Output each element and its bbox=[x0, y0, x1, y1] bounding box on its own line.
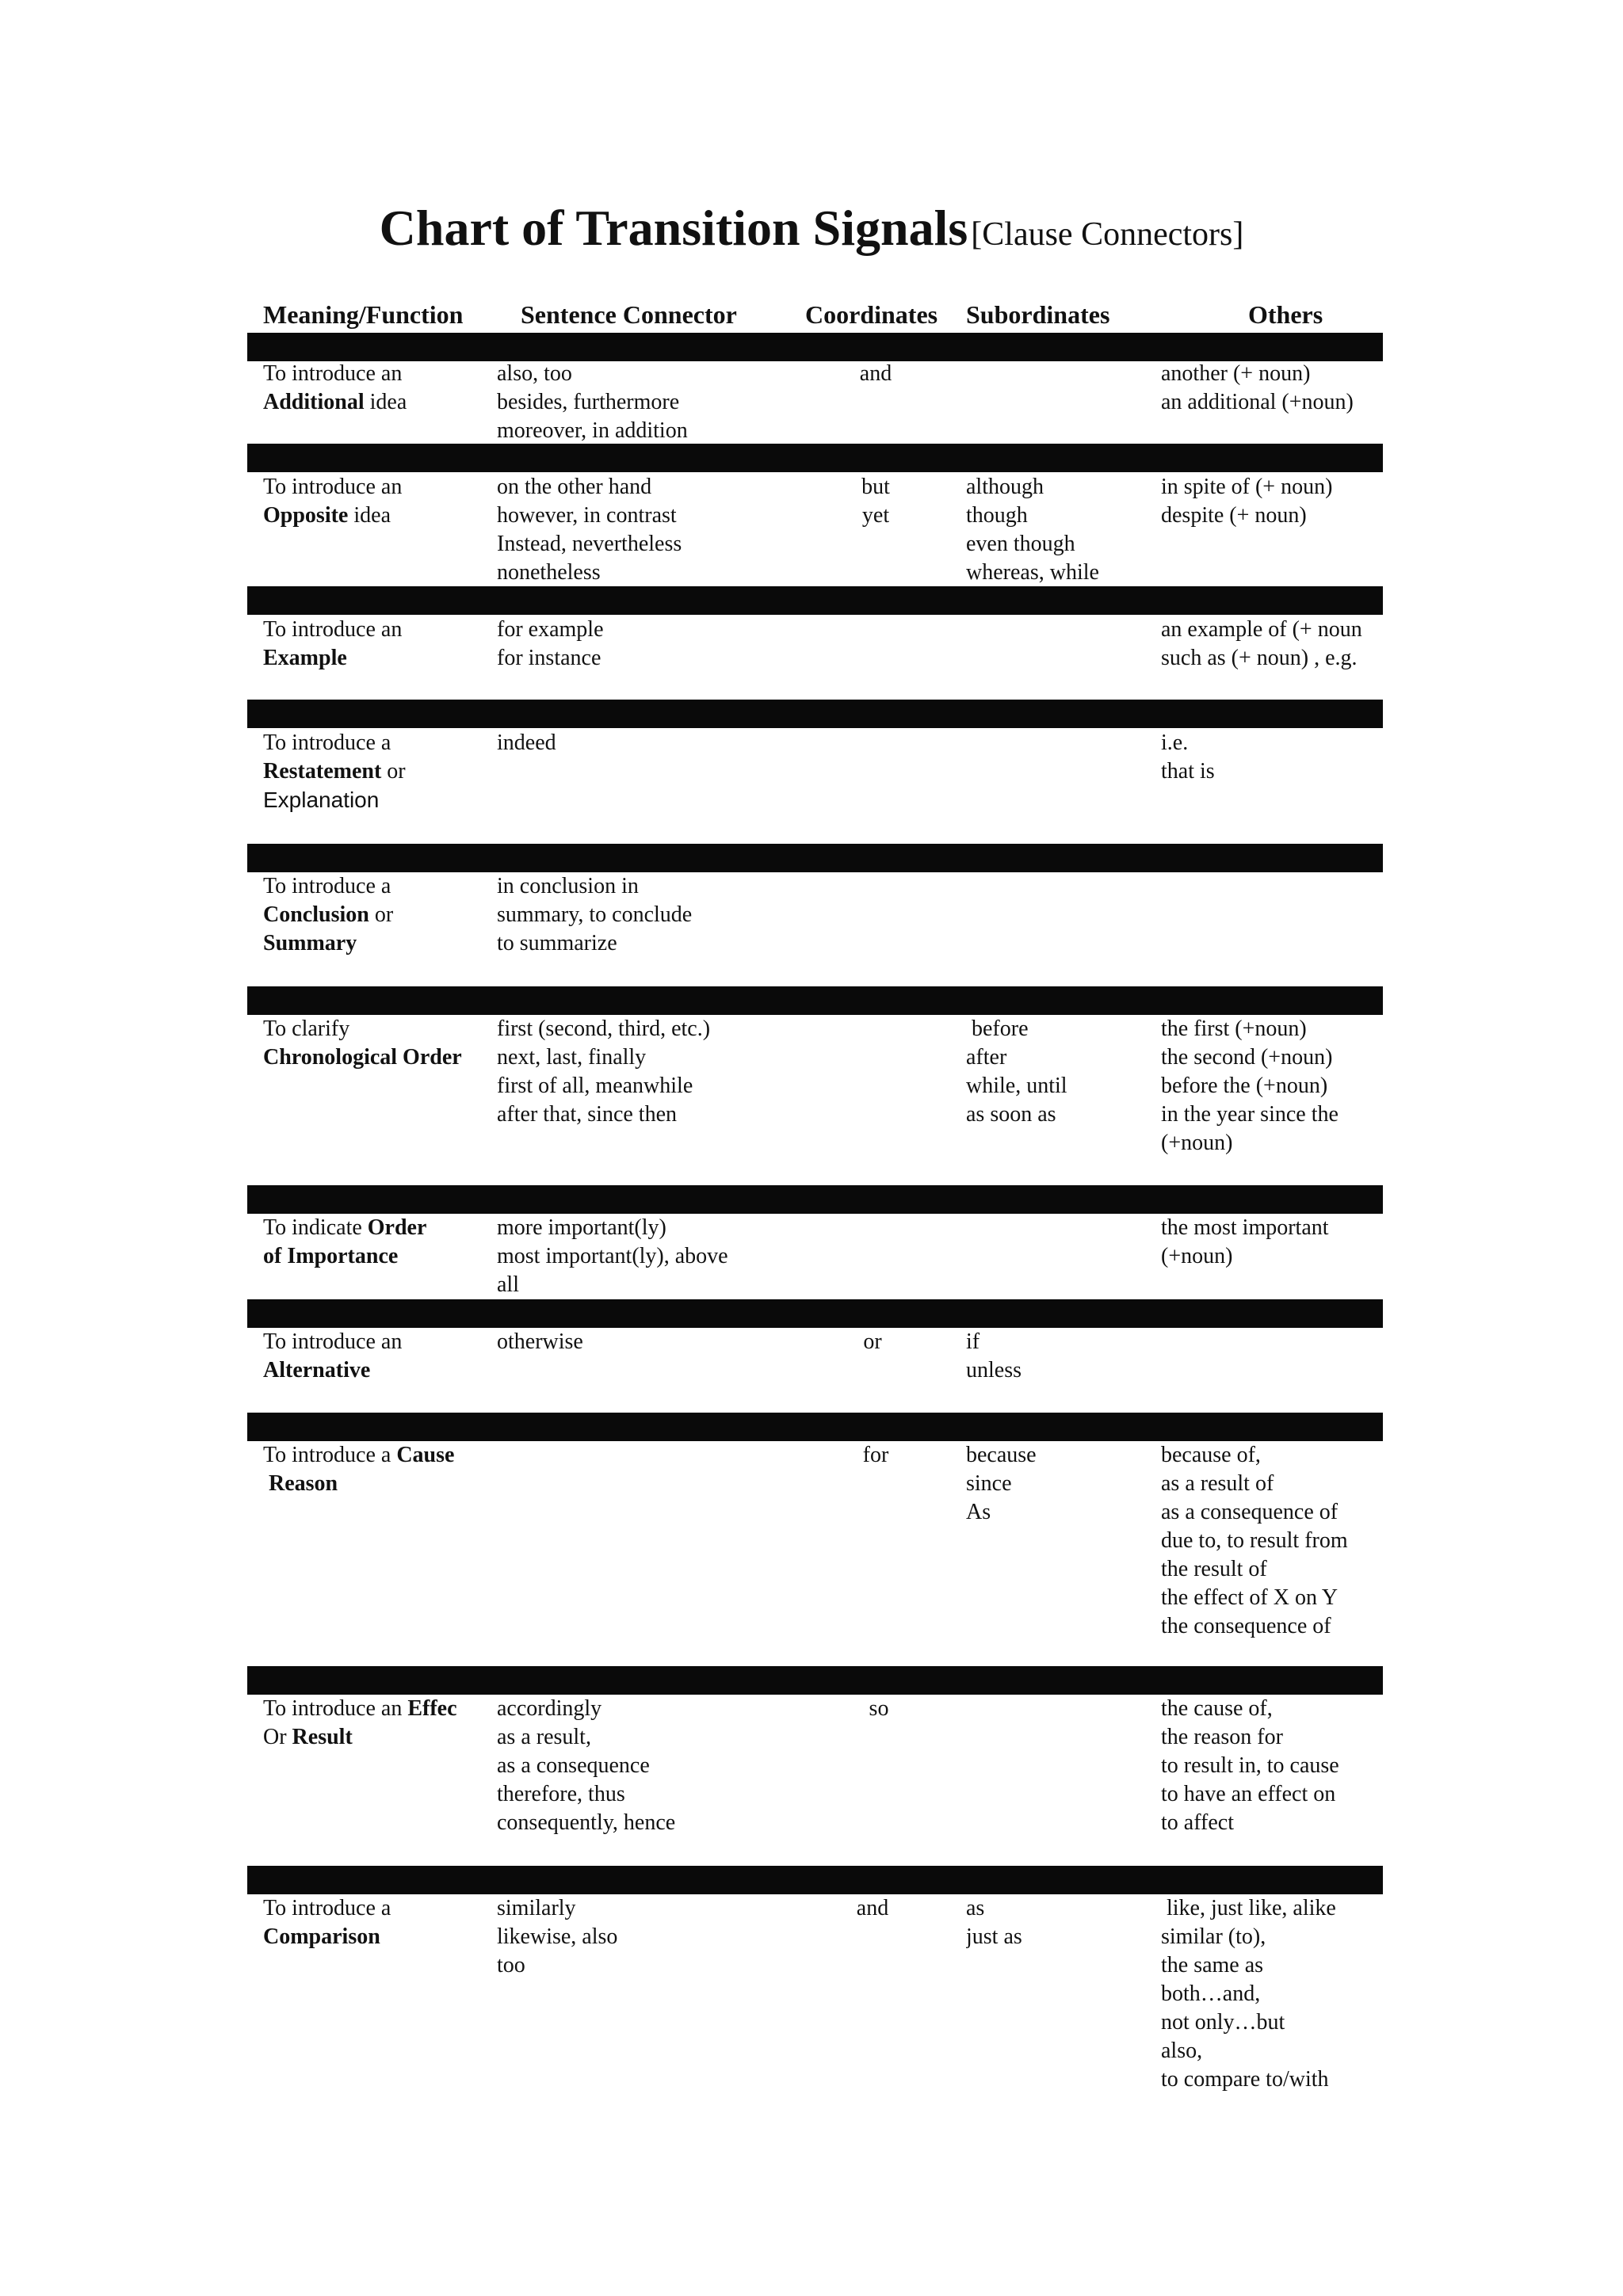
meaning-line bbox=[263, 1015, 501, 1043]
meaning-line bbox=[263, 360, 501, 388]
header-subordinates: Subordinates bbox=[966, 300, 1110, 329]
meaning-line bbox=[263, 729, 501, 757]
sentence-connector-item: all bbox=[497, 1272, 519, 1297]
sentence-connector-item: more important(ly) bbox=[497, 1215, 666, 1240]
meaning-keyword: Order bbox=[367, 1215, 427, 1240]
meaning-cell bbox=[263, 1894, 501, 1951]
others-item: such as (+ noun) , e.g. bbox=[1161, 646, 1358, 670]
sentence-connector-item: therefore, thus bbox=[497, 1782, 625, 1806]
subordinate-item: as bbox=[966, 1896, 985, 1920]
others-item: the same as bbox=[1161, 1953, 1264, 1978]
meaning-line bbox=[263, 1470, 501, 1498]
subordinate-item: if bbox=[966, 1329, 980, 1354]
subordinate-item: before bbox=[966, 1016, 1029, 1041]
header-sentence-connector: Sentence Connector bbox=[521, 300, 737, 329]
subordinate-item: as soon as bbox=[966, 1102, 1056, 1127]
coordinates-cell bbox=[816, 360, 935, 388]
meaning-line bbox=[263, 1328, 501, 1356]
sentence-connector-cell bbox=[497, 1214, 782, 1299]
sentence-connector-item: for instance bbox=[497, 646, 601, 670]
others-cell bbox=[1161, 616, 1384, 673]
row-separator-bar bbox=[247, 1866, 1383, 1894]
header-meaning-function: Meaning/Function bbox=[263, 300, 464, 329]
meaning-keyword: of Importance bbox=[263, 1244, 399, 1268]
meaning-keyword: Cause bbox=[396, 1443, 455, 1467]
row-separator-bar bbox=[247, 986, 1383, 1015]
subordinate-item: just as bbox=[966, 1924, 1022, 1949]
meaning-text: To introduce a bbox=[263, 1896, 391, 1920]
sentence-connector-item: too bbox=[497, 1953, 525, 1978]
row-separator-bar bbox=[247, 1299, 1383, 1328]
others-item: the most important bbox=[1161, 1215, 1329, 1240]
sentence-connector-item: in conclusion in bbox=[497, 874, 639, 898]
others-item: as a consequence of bbox=[1161, 1500, 1338, 1524]
meaning-text: or bbox=[369, 902, 394, 927]
others-cell bbox=[1161, 1695, 1384, 1837]
meaning-cell bbox=[263, 1695, 501, 1752]
meaning-cell bbox=[263, 616, 501, 673]
meaning-cell bbox=[263, 473, 501, 530]
meaning-line bbox=[263, 1356, 501, 1385]
sentence-connector-item: after that, since then bbox=[497, 1102, 678, 1127]
meaning-text: Explanation bbox=[263, 788, 380, 812]
subordinate-item: while, until bbox=[966, 1074, 1067, 1098]
others-item: (+noun) bbox=[1161, 1244, 1233, 1268]
meaning-text: To indicate bbox=[263, 1215, 368, 1240]
sentence-connector-item: otherwise bbox=[497, 1329, 583, 1354]
others-cell bbox=[1161, 1214, 1384, 1271]
others-item: in spite of (+ noun) bbox=[1161, 475, 1333, 499]
sentence-connector-item: next, last, finally bbox=[497, 1045, 647, 1070]
subordinate-item: As bbox=[966, 1500, 991, 1524]
sentence-connector-cell bbox=[497, 360, 782, 445]
sentence-connector-item: summary, to conclude bbox=[497, 902, 693, 927]
coordinate-item: or bbox=[863, 1329, 882, 1354]
page-title bbox=[0, 193, 1623, 277]
meaning-line bbox=[263, 502, 501, 530]
meaning-text: Or bbox=[263, 1725, 292, 1749]
others-cell bbox=[1161, 1015, 1384, 1158]
meaning-cell bbox=[263, 1328, 501, 1385]
sentence-connector-cell bbox=[497, 1328, 782, 1356]
sentence-connector-item: similarly bbox=[497, 1896, 576, 1920]
others-item: an additional (+noun) bbox=[1161, 390, 1354, 414]
meaning-text: To introduce a bbox=[263, 874, 391, 898]
meaning-keyword: Result bbox=[292, 1725, 353, 1749]
meaning-line bbox=[263, 757, 501, 786]
meaning-text: To introduce an bbox=[263, 1696, 408, 1721]
meaning-line bbox=[263, 1043, 501, 1072]
subordinate-item: even though bbox=[966, 532, 1075, 556]
meaning-line bbox=[263, 1894, 501, 1923]
coordinate-item: yet bbox=[861, 503, 890, 528]
meaning-text: idea bbox=[348, 503, 391, 528]
subordinate-item: after bbox=[966, 1045, 1007, 1070]
sentence-connector-item: indeed bbox=[497, 730, 556, 755]
coordinate-item: and bbox=[856, 1896, 889, 1920]
others-cell bbox=[1161, 1894, 1384, 2094]
meaning-text: idea bbox=[364, 390, 407, 414]
meaning-line bbox=[263, 1923, 501, 1951]
others-item: in the year since the bbox=[1161, 1102, 1338, 1127]
sentence-connector-item: on the other hand bbox=[497, 475, 652, 499]
coordinates-cell bbox=[819, 1695, 938, 1723]
row-separator-bar bbox=[247, 444, 1383, 472]
others-item: due to, to result from bbox=[1161, 1528, 1348, 1553]
meaning-line bbox=[263, 616, 501, 644]
subordinate-item: although bbox=[966, 475, 1044, 499]
sentence-connector-item: for example bbox=[497, 617, 604, 642]
sentence-connector-item: Instead, nevertheless bbox=[497, 532, 682, 556]
subordinates-cell bbox=[966, 1441, 1156, 1527]
meaning-cell bbox=[263, 360, 501, 417]
meaning-line bbox=[263, 901, 501, 929]
coordinate-item: but bbox=[861, 475, 890, 499]
meaning-keyword: Alternative bbox=[263, 1358, 371, 1383]
meaning-text: To introduce an bbox=[263, 475, 403, 499]
sentence-connector-item: as a consequence bbox=[497, 1753, 650, 1778]
others-item: also, bbox=[1161, 2039, 1203, 2063]
coordinates-cell bbox=[816, 1441, 935, 1470]
row-separator-bar bbox=[247, 700, 1383, 728]
sentence-connector-cell bbox=[497, 1894, 782, 1980]
title-subtitle: [Clause Connectors] bbox=[971, 216, 1244, 253]
others-item: despite (+ noun) bbox=[1161, 503, 1307, 528]
header-others: Others bbox=[1248, 300, 1323, 329]
sentence-connector-item: consequently, hence bbox=[497, 1810, 676, 1835]
sentence-connector-cell bbox=[497, 616, 782, 673]
coordinates-cell bbox=[816, 473, 935, 530]
others-cell bbox=[1161, 1441, 1384, 1641]
others-item: the effect of X on Y bbox=[1161, 1585, 1338, 1610]
meaning-keyword: Restatement bbox=[263, 759, 382, 784]
sentence-connector-cell bbox=[497, 1015, 782, 1129]
others-item: another (+ noun) bbox=[1161, 361, 1311, 386]
sentence-connector-cell bbox=[497, 872, 782, 958]
header-coordinates: Coordinates bbox=[805, 300, 938, 329]
sentence-connector-cell bbox=[497, 1695, 782, 1837]
meaning-line bbox=[263, 1214, 501, 1242]
others-item: to compare to/with bbox=[1161, 2067, 1329, 2092]
sentence-connector-item: to summarize bbox=[497, 931, 617, 955]
meaning-line bbox=[263, 1242, 501, 1271]
sentence-connector-item: nonetheless bbox=[497, 560, 601, 585]
others-item: that is bbox=[1161, 759, 1215, 784]
others-item: not only…but bbox=[1161, 2010, 1285, 2035]
meaning-cell bbox=[263, 1015, 501, 1072]
meaning-line bbox=[263, 786, 501, 814]
meaning-text: or bbox=[381, 759, 406, 784]
meaning-keyword: Reason bbox=[263, 1471, 338, 1496]
coordinate-item: and bbox=[859, 361, 892, 386]
coordinates-cell bbox=[813, 1328, 932, 1356]
sentence-connector-item: accordingly bbox=[497, 1696, 602, 1721]
meaning-text: To introduce a bbox=[263, 1443, 397, 1467]
meaning-text: To introduce an bbox=[263, 1329, 403, 1354]
sentence-connector-item: moreover, in addition bbox=[497, 418, 688, 443]
others-item: to have an effect on bbox=[1161, 1782, 1336, 1806]
meaning-text: To introduce an bbox=[263, 617, 403, 642]
meaning-cell bbox=[263, 729, 501, 814]
subordinate-item: unless bbox=[966, 1358, 1022, 1383]
others-item: the consequence of bbox=[1161, 1614, 1331, 1638]
row-separator-bar bbox=[247, 844, 1383, 872]
subordinate-item: though bbox=[966, 503, 1028, 528]
title-main: Chart of Transition Signals bbox=[379, 200, 968, 256]
meaning-keyword: Summary bbox=[263, 931, 357, 955]
others-item: the reason for bbox=[1161, 1725, 1283, 1749]
coordinate-item: for bbox=[862, 1443, 889, 1467]
sentence-connector-item: first of all, meanwhile bbox=[497, 1074, 693, 1098]
row-separator-bar bbox=[247, 1413, 1383, 1441]
sentence-connector-cell bbox=[497, 473, 782, 587]
others-item: because of, bbox=[1161, 1443, 1261, 1467]
others-cell bbox=[1161, 729, 1384, 786]
others-item: an example of (+ noun bbox=[1161, 617, 1362, 642]
meaning-line bbox=[263, 388, 501, 417]
meaning-cell bbox=[263, 872, 501, 958]
others-item: i.e. bbox=[1161, 730, 1189, 755]
sentence-connector-item: likewise, also bbox=[497, 1924, 618, 1949]
meaning-line bbox=[263, 1695, 501, 1723]
subordinates-cell bbox=[966, 1015, 1156, 1129]
sentence-connector-item: however, in contrast bbox=[497, 503, 677, 528]
others-item: before the (+noun) bbox=[1161, 1074, 1328, 1098]
meaning-cell bbox=[263, 1441, 501, 1498]
subordinates-cell bbox=[966, 1328, 1156, 1385]
coordinates-cell bbox=[813, 1894, 932, 1923]
others-item: to result in, to cause bbox=[1161, 1753, 1339, 1778]
subordinates-cell bbox=[966, 1894, 1156, 1951]
subordinates-cell bbox=[966, 473, 1156, 587]
others-item: like, just like, alike bbox=[1161, 1896, 1336, 1920]
row-separator-bar bbox=[247, 586, 1383, 615]
others-item: both…and, bbox=[1161, 1981, 1261, 2006]
meaning-keyword: Additional bbox=[263, 390, 365, 414]
subordinate-item: because bbox=[966, 1443, 1037, 1467]
meaning-cell bbox=[263, 1214, 501, 1271]
sentence-connector-item: first (second, third, etc.) bbox=[497, 1016, 711, 1041]
meaning-keyword: Comparison bbox=[263, 1924, 380, 1949]
others-item: the cause of, bbox=[1161, 1696, 1273, 1721]
meaning-line bbox=[263, 929, 501, 958]
meaning-line bbox=[263, 644, 501, 673]
others-cell bbox=[1161, 360, 1384, 417]
subordinate-item: since bbox=[966, 1471, 1012, 1496]
others-item: similar (to), bbox=[1161, 1924, 1266, 1949]
meaning-text: To introduce an bbox=[263, 361, 403, 386]
meaning-line bbox=[263, 1441, 501, 1470]
sentence-connector-item: also, too bbox=[497, 361, 572, 386]
row-separator-bar bbox=[247, 333, 1383, 361]
sentence-connector-cell bbox=[497, 729, 782, 757]
row-separator-bar bbox=[247, 1185, 1383, 1214]
others-item: to affect bbox=[1161, 1810, 1234, 1835]
meaning-keyword: Effec bbox=[407, 1696, 457, 1721]
others-item: as a result of bbox=[1161, 1471, 1274, 1496]
meaning-text: To clarify bbox=[263, 1016, 350, 1041]
subordinate-item: whereas, while bbox=[966, 560, 1099, 585]
others-item: (+noun) bbox=[1161, 1131, 1233, 1155]
others-item: the first (+noun) bbox=[1161, 1016, 1307, 1041]
meaning-keyword: Example bbox=[263, 646, 347, 670]
meaning-keyword: Opposite bbox=[263, 503, 349, 528]
sentence-connector-item: besides, furthermore bbox=[497, 390, 680, 414]
meaning-text: To introduce a bbox=[263, 730, 391, 755]
meaning-keyword: Conclusion bbox=[263, 902, 369, 927]
meaning-line bbox=[263, 872, 501, 901]
coordinate-item: so bbox=[869, 1696, 889, 1721]
others-item: the result of bbox=[1161, 1557, 1267, 1581]
sentence-connector-item: most important(ly), above bbox=[497, 1244, 728, 1268]
meaning-line bbox=[263, 1723, 501, 1752]
meaning-line bbox=[263, 473, 501, 502]
row-separator-bar bbox=[247, 1666, 1383, 1695]
sentence-connector-item: as a result, bbox=[497, 1725, 591, 1749]
others-item: the second (+noun) bbox=[1161, 1045, 1333, 1070]
meaning-keyword: Chronological Order bbox=[263, 1045, 462, 1070]
others-cell bbox=[1161, 473, 1384, 530]
